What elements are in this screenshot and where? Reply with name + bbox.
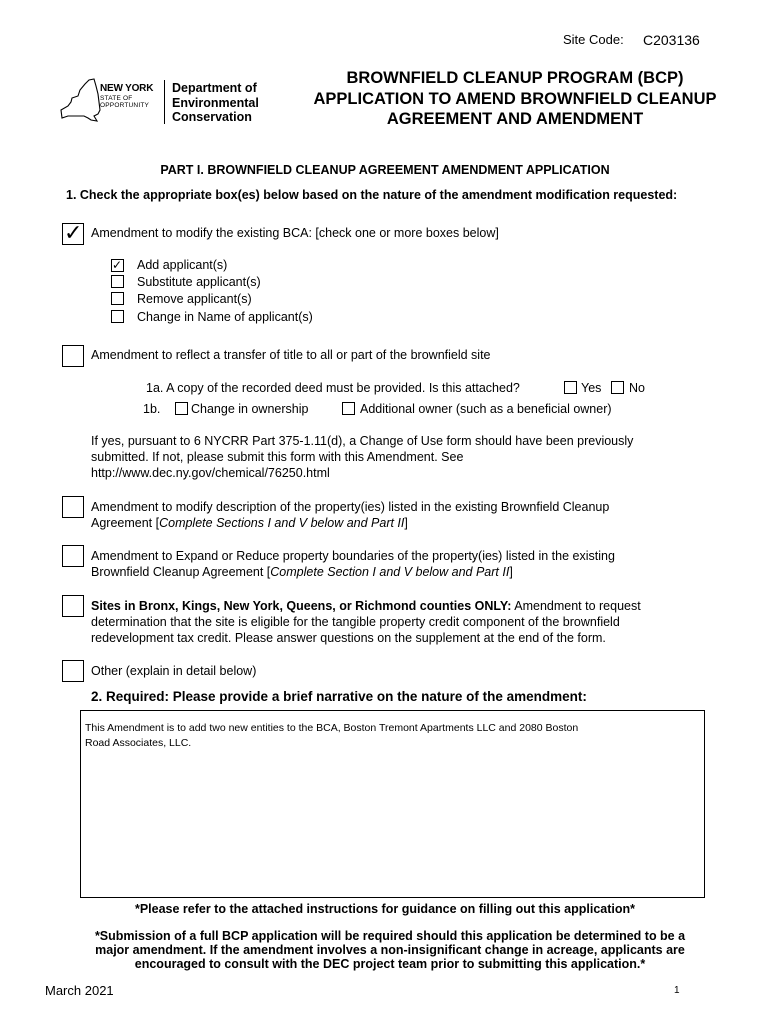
transfer-title-checkbox[interactable] (62, 345, 84, 367)
note-line: *Submission of a full BCP application will be required should this application be determined to be a (94, 929, 686, 943)
label-text: ] (509, 565, 513, 579)
page-number: 1 (674, 985, 680, 996)
checkmark-icon: ✓ (112, 258, 123, 272)
site-code-value: C203136 (643, 32, 700, 48)
label-italic-text: Complete Section I and V below and Part II (270, 565, 510, 579)
logo-tagline-2: OPPORTUNITY (100, 102, 150, 109)
narrative-textarea[interactable] (80, 710, 705, 898)
substitute-applicant-checkbox[interactable] (111, 275, 124, 288)
question-1: 1. Check the appropriate box(es) below based on the nature of the amendment modification requested: (66, 188, 678, 202)
modify-description-label (91, 499, 609, 531)
deed-yes-checkbox[interactable] (564, 381, 577, 394)
title-line-2: APPLICATION TO AMEND BROWNFIELD CLEANUP (313, 89, 717, 108)
expand-reduce-label (91, 548, 615, 580)
form-title (270, 68, 760, 130)
deed-no-label: No (629, 381, 645, 395)
logo-state-name: NEW YORK (100, 83, 154, 94)
remove-applicant-label: Remove applicant(s) (137, 292, 252, 306)
label-italic-text: Complete Sections I and V below and Part II (159, 516, 405, 530)
title-line-3: AGREEMENT AND AMENDMENT (386, 110, 644, 128)
additional-owner-checkbox[interactable] (342, 402, 355, 415)
label-line: Amendment to modify description of the property(ies) listed in the existing Brownfield Cleanup (91, 500, 610, 514)
question-2: 2. Required: Please provide a brief narrative on the nature of the amendment: (91, 689, 587, 704)
q1b-label: 1b. (143, 402, 161, 416)
dec-logo (58, 70, 268, 132)
label-line: redevelopment tax credit. Please answer questions on the supplement at the end of the form. (91, 631, 606, 645)
label-text: Amendment to request (511, 599, 641, 613)
note-line: major amendment. If the amendment involves a non-insignificant change in acreage, applicants are (95, 943, 685, 957)
paragraph-line: submitted. If not, please submit this form with this Amendment. See (91, 450, 464, 464)
modify-bca-label: Amendment to modify the existing BCA: [check one or more boxes below] (91, 226, 499, 240)
logo-divider (164, 80, 165, 124)
change-of-use-link[interactable]: http://www.dec.ny.gov/chemical/76250.html (91, 466, 330, 480)
paragraph-line: If yes, pursuant to 6 NYCRR Part 375-1.11(d), a Change of Use form should have been previously (91, 434, 634, 448)
title-line-1: BROWNFIELD CLEANUP PROGRAM (BCP) (346, 69, 684, 87)
deed-no-checkbox[interactable] (611, 381, 624, 394)
modify-bca-checkbox[interactable] (62, 220, 84, 245)
change-ownership-checkbox[interactable] (175, 402, 188, 415)
label-line: determination that the site is eligible for the tangible property credit component of the brownfield (91, 615, 620, 629)
instructions-note: *Please refer to the attached instructions for guidance on filling out this application* (134, 902, 636, 916)
label-line: Amendment to Expand or Reduce property boundaries of the property(ies) listed in the existing (91, 549, 615, 563)
label-text: Brownfield Cleanup Agreement [ (91, 565, 271, 579)
tangible-property-label (91, 598, 641, 646)
label-line (91, 515, 609, 531)
change-ownership-label: Change in ownership (191, 402, 309, 416)
additional-owner-label: Additional owner (such as a beneficial owner) (360, 402, 612, 416)
label-bold-text: Sites in Bronx, Kings, New York, Queens, or Richmond counties ONLY: (91, 599, 512, 613)
change-name-applicant-checkbox[interactable] (111, 310, 124, 323)
modify-description-checkbox[interactable] (62, 496, 84, 518)
dept-line-1: Department of (172, 81, 257, 95)
transfer-title-label: Amendment to reflect a transfer of title to all or part of the brownfield site (91, 348, 491, 362)
part-1-heading: PART I. BROWNFIELD CLEANUP AGREEMENT AMENDMENT APPLICATION (160, 163, 610, 177)
other-checkbox[interactable] (62, 660, 84, 682)
narrative-line: This Amendment is to add two new entities to the BCA, Boston Tremont Apartments LLC and 2080 Boston (85, 722, 579, 734)
change-name-applicant-label: Change in Name of applicant(s) (137, 310, 313, 324)
deed-question: 1a. A copy of the recorded deed must be provided. Is this attached? (146, 381, 520, 395)
tangible-property-checkbox[interactable] (62, 595, 84, 617)
label-line (91, 598, 641, 614)
note-line: encouraged to consult with the DEC project team prior to submitting this application.* (134, 957, 646, 971)
dept-line-3: Conservation (172, 110, 252, 124)
site-code (563, 32, 700, 48)
add-applicant-label: Add applicant(s) (137, 258, 228, 272)
footer-date: March 2021 (45, 983, 114, 998)
label-line (91, 564, 615, 580)
substitute-applicant-label: Substitute applicant(s) (137, 275, 261, 289)
site-code-label: Site Code: (563, 32, 624, 47)
logo-department-name (172, 81, 259, 125)
other-label: Other (explain in detail below) (91, 664, 257, 678)
deed-yes-label: Yes (581, 381, 602, 395)
label-text: Agreement [ (91, 516, 160, 530)
logo-tagline-1: STATE OF (100, 95, 133, 102)
checkmark-icon: ✓ (64, 220, 83, 245)
label-text: ] (404, 516, 408, 530)
add-applicant-checkbox[interactable] (111, 259, 124, 272)
submission-note (55, 929, 725, 971)
dept-line-2: Environmental (172, 95, 259, 110)
narrative-line: Road Associates, LLC. (85, 737, 192, 749)
change-of-use-paragraph (91, 433, 633, 481)
expand-reduce-checkbox[interactable] (62, 545, 84, 567)
new-york-state-outline-icon (58, 76, 102, 126)
remove-applicant-checkbox[interactable] (111, 292, 124, 305)
